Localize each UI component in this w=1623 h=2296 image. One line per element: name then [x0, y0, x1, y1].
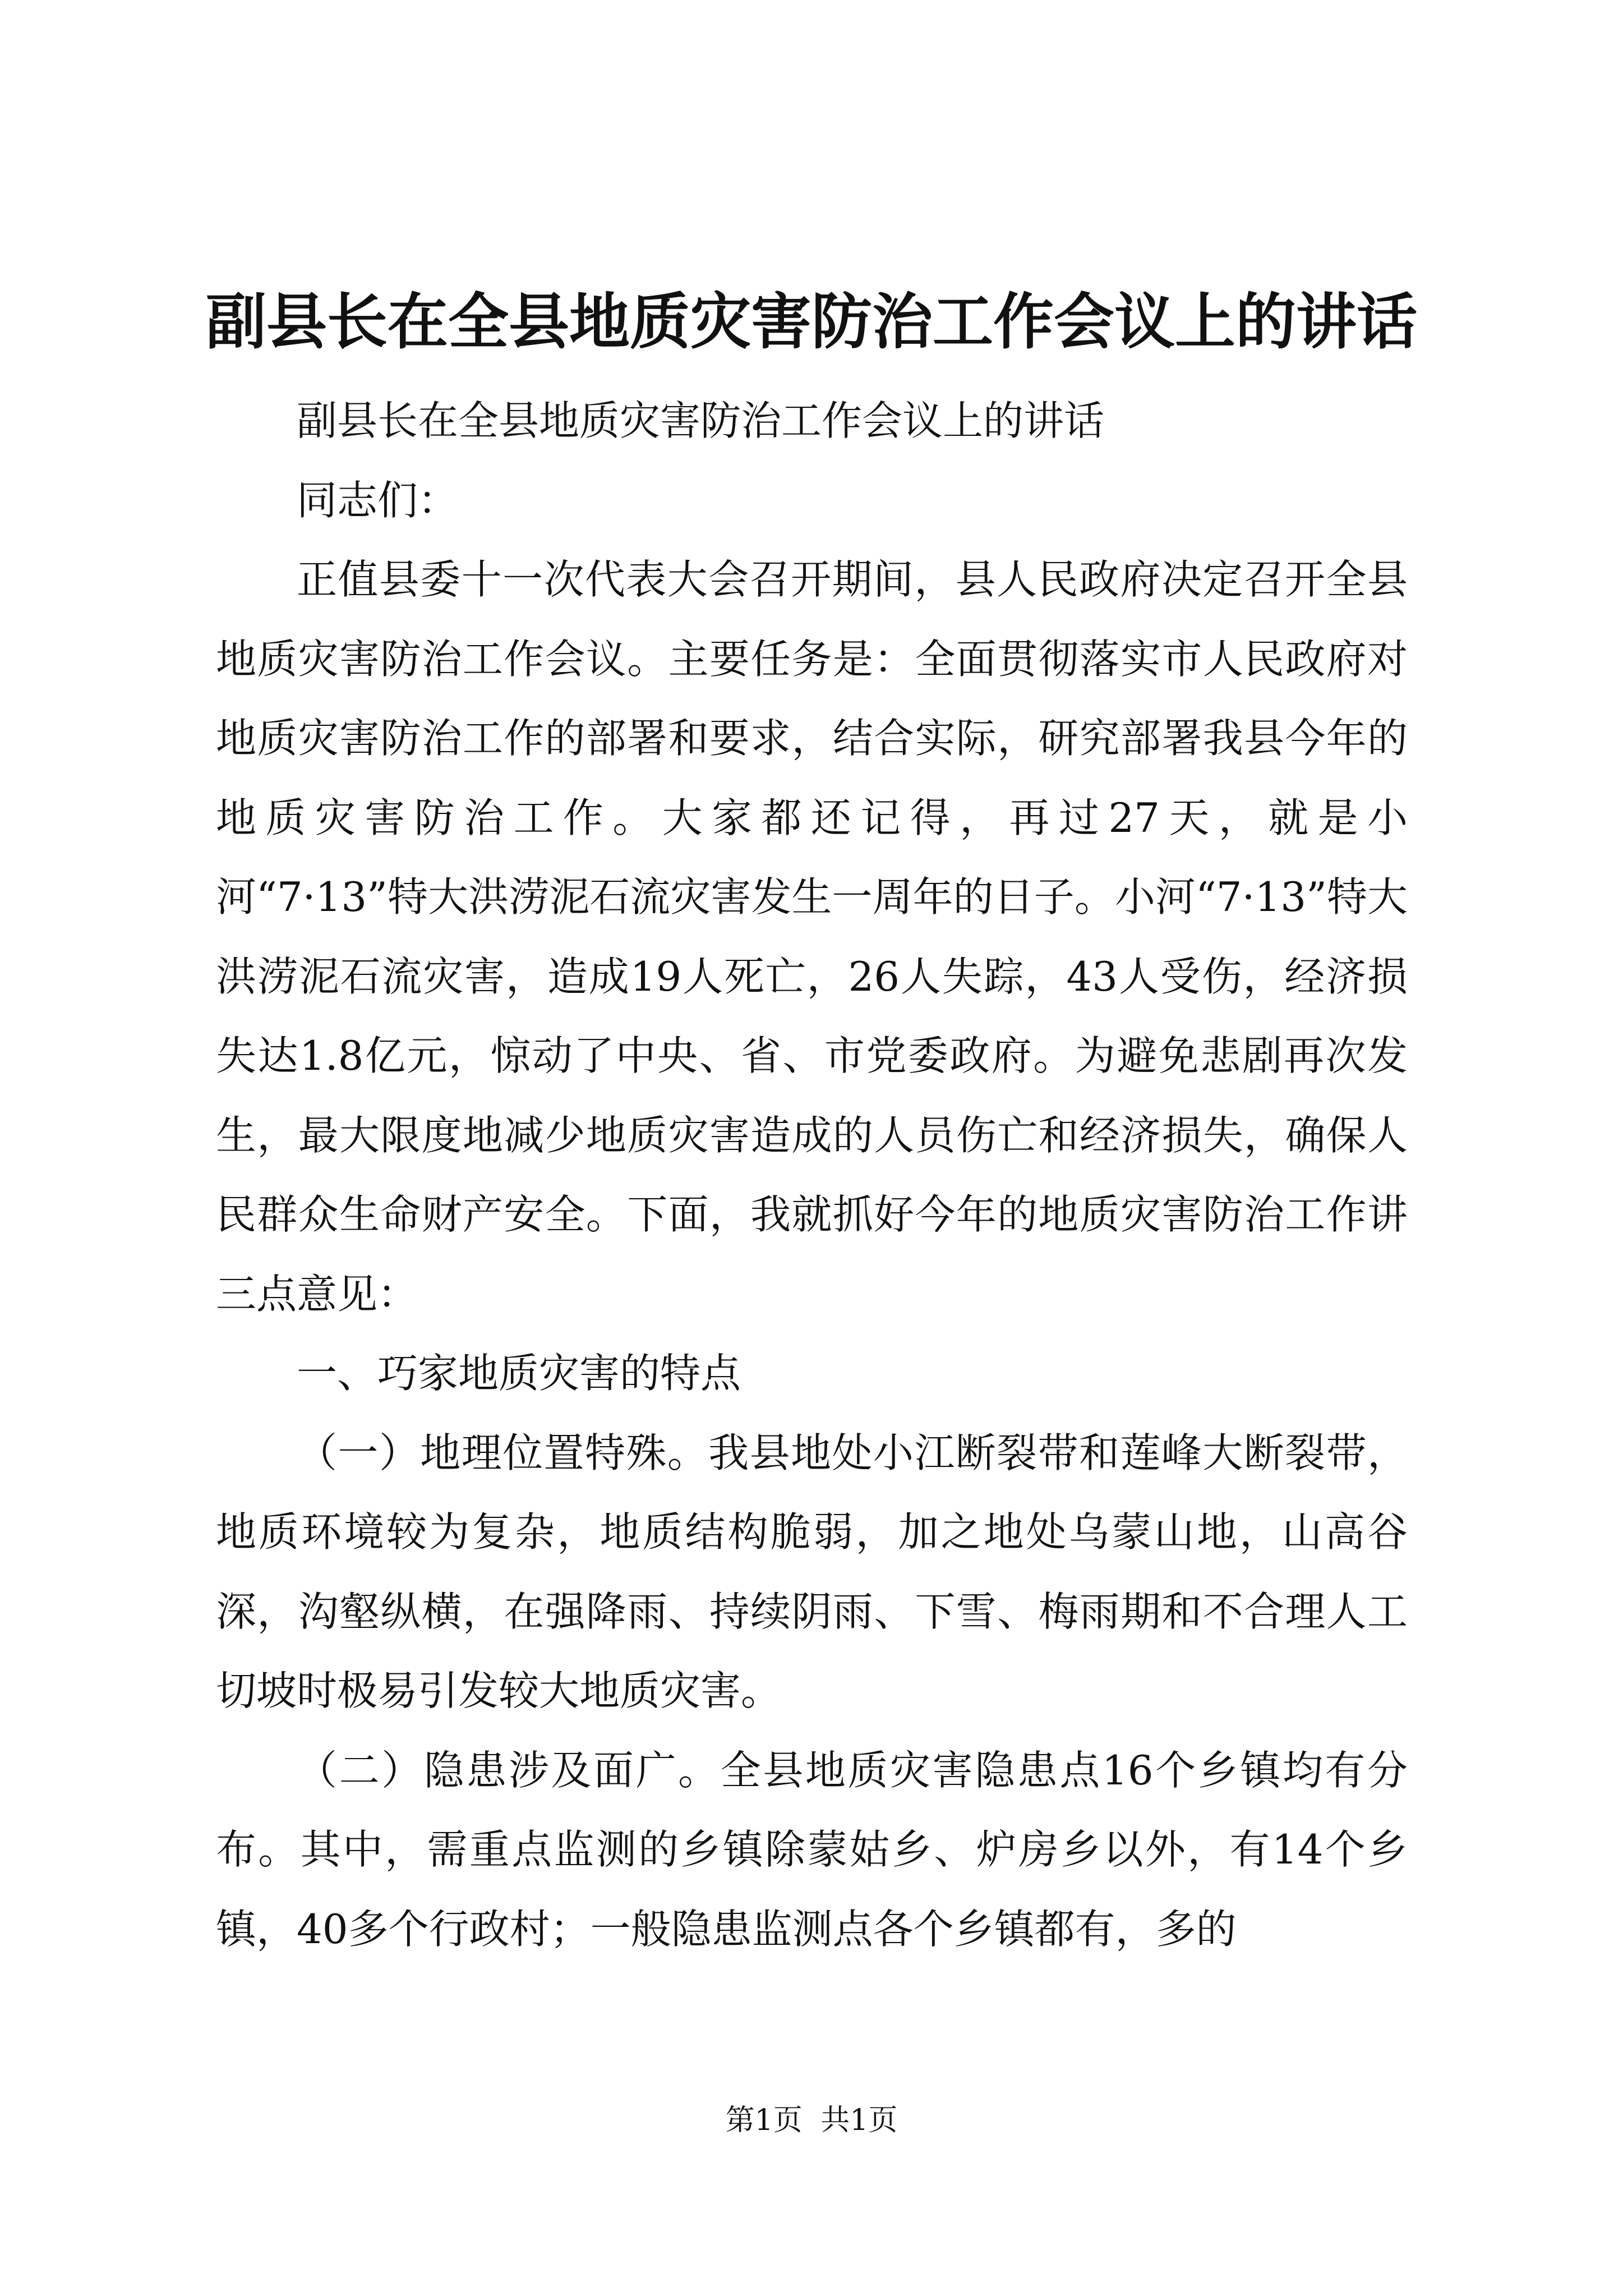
document-body: [216, 381, 1408, 1969]
salutation-paragraph: 同志们：: [297, 476, 459, 524]
intro-paragraph: 正值县委十一次代表大会召开期间，县人民政府决定召开全县地质灾害防治工作会议。主要任务是：全面贯彻落实市人民政府对地质灾害防治工作的部署和要求，结合实际，研究部署我县今年的地质灾害防治工作。大家都还记得，再过27天，就是小河“7·13”特大洪涝泥石流灾害发生一周年的日子。小河“7·13”特大洪涝泥石流灾害，造成19人死亡，26人失踪，43人受伤，经济损失达1.8亿元，惊动了中央、省、市党委政府。为避免悲剧再次发生，最大限度地减少地质灾害造成的人员伤亡和经济损失，确保人民群众生命财产安全。下面，我就抓好今年的地质灾害防治工作讲三点意见：: [216, 556, 1408, 1318]
point-two-paragraph: （二）隐患涉及面广。全县地质灾害隐患点16个乡镇均有分布。其中，需重点监测的乡镇除蒙姑乡、炉房乡以外，有14个乡镇，40多个行政村；一般隐患监测点各个乡镇都有，多的: [216, 1746, 1408, 1953]
point-one-paragraph: （一）地理位置特殊。我县地处小江断裂带和莲峰大断裂带，地质环境较为复杂，地质结构脆弱，加之地处乌蒙山地，山高谷深，沟壑纵横，在强降雨、持续阴雨、下雪、梅雨期和不合理人工切坡时极易引发较大地质灾害。: [216, 1429, 1408, 1714]
page-number: 第1页: [725, 2104, 803, 2137]
section-heading: 一、巧家地质灾害的特点: [297, 1350, 741, 1397]
page-footer: [0, 2098, 1623, 2143]
subtitle-paragraph: 副县长在全县地质灾害防治工作会议上的讲话: [297, 397, 1105, 444]
page-total: 共1页: [820, 2104, 898, 2137]
document-title: 副县长在全县地质灾害防治工作会议上的讲话: [205, 287, 1417, 357]
